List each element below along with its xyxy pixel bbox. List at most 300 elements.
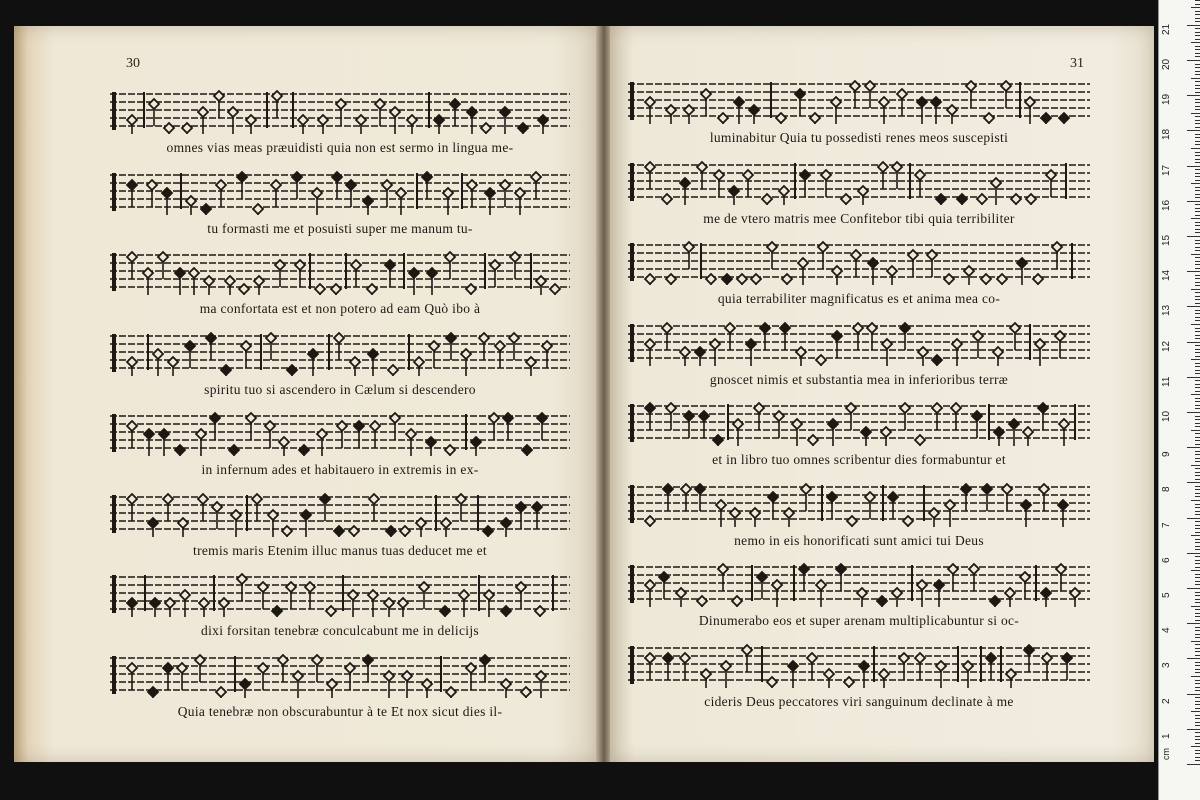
ruler-tick [1191,218,1200,219]
note [275,260,285,287]
note [180,590,190,617]
ruler-tick [1187,342,1200,343]
note [853,323,863,350]
note [127,252,137,279]
note [239,284,249,295]
ruler-tick [1195,14,1200,15]
music-system [628,642,1090,709]
music-system [110,571,570,638]
ruler-label: 5 [1161,592,1172,598]
note [278,655,288,682]
note [308,349,318,376]
ruler-tick [1195,739,1200,740]
note [782,274,792,285]
note [1059,419,1069,446]
note [963,661,973,688]
note [934,580,944,607]
note [865,492,875,519]
ruler-tick [1195,127,1200,128]
left-page [14,26,598,762]
ruler-tick [1195,701,1200,702]
lyric-line: tremis maris Etenim illuc manus tuas deducet me et [193,542,487,558]
note [697,162,707,189]
note [1006,669,1016,688]
ruler-tick [1195,345,1200,346]
note [402,671,412,698]
note [178,518,188,537]
note [162,188,172,215]
note [390,413,400,440]
note [532,502,542,529]
ruler-tick [1187,764,1200,765]
ruler-tick [1191,641,1200,642]
note [293,671,303,698]
ruler-tick [1195,144,1200,145]
ruler-tick [1195,419,1200,420]
note [254,276,264,295]
ruler-tick [1195,109,1200,110]
note [1070,588,1080,607]
ruler-tick [1191,7,1200,8]
note [272,91,282,118]
ruler-tick [1195,320,1200,321]
left-page-number: 30 [126,56,140,71]
note [445,252,455,279]
ruler-tick [1191,535,1200,536]
note [495,341,505,368]
ruler-tick [1195,56,1200,57]
ruler-tick [1195,102,1200,103]
ruler-tick [1191,78,1200,79]
note [204,276,214,295]
ruler-tick [1195,264,1200,265]
note [212,502,222,529]
note [859,661,869,688]
note [443,188,453,215]
clef-mark [112,334,116,372]
ruler-tick [1195,620,1200,621]
clef-mark [112,495,116,533]
lyric-line: Quia tenebræ non obscurabuntur à te Et nox sicut dies il- [177,703,503,719]
ruler-tick [1195,440,1200,441]
note [680,347,690,366]
note [419,582,429,609]
note [147,180,157,207]
note [346,180,356,207]
ruler-tick [1187,412,1200,413]
note [521,687,531,698]
ruler-tick [1195,542,1200,543]
note [982,484,992,511]
note [201,204,211,215]
note [550,284,560,295]
lyric-line: et in libro tuo omnes scribentur dies formabuntur et [712,452,1006,467]
ruler-tick [1187,166,1200,167]
ruler-tick [1195,423,1200,424]
note [645,274,655,285]
ruler-tick [1195,581,1200,582]
note [368,590,378,617]
note [750,508,760,527]
clef-mark [112,253,116,291]
ruler-tick [1195,243,1200,244]
note [390,107,400,134]
note [206,333,216,360]
ruler-tick [1187,694,1200,695]
ruler-tick [1195,120,1200,121]
note [258,582,268,609]
note [186,196,196,215]
clef-mark [630,163,634,201]
note [908,250,918,277]
note [127,357,137,376]
note [774,411,784,438]
ruler-tick [1195,292,1200,293]
note [754,403,764,430]
ruler-tick [1191,183,1200,184]
note [951,403,961,430]
ruler-tick [1195,416,1200,417]
note [827,492,837,519]
ruler-tick [1195,356,1200,357]
note [536,671,546,698]
ruler-tick [1195,753,1200,754]
ruler-tick [1195,651,1200,652]
clef-mark [112,656,116,694]
note [292,172,302,199]
ruler-label: 18 [1161,129,1172,141]
note [345,663,355,690]
ruler-tick [1191,430,1200,431]
note [917,97,927,124]
ruler-tick [1195,577,1200,578]
note [312,655,322,682]
note [246,115,256,134]
ruler-tick [1195,718,1200,719]
ruler-tick [1195,313,1200,314]
music-staff [628,320,1090,366]
note [334,333,344,360]
ruler-tick [1195,384,1200,385]
ruler-tick [1187,482,1200,483]
note [828,419,838,446]
note [917,580,927,607]
note [489,413,499,440]
ruler-tick [1195,665,1200,666]
note [695,484,705,511]
note [844,677,854,688]
lyric-line: dixi forsitan tenebræ conculcabunt me in delicijs [201,623,479,638]
ruler-tick [1187,25,1200,26]
note [915,435,925,446]
note [384,598,394,617]
music-staff [110,88,570,134]
ruler-tick [1195,387,1200,388]
note [348,590,358,617]
ruler-tick [1195,725,1200,726]
ruler-tick [1187,236,1200,237]
music-staff [628,481,1090,527]
note [681,484,691,511]
note [1002,484,1012,511]
note [757,572,767,599]
note [441,518,451,537]
ruler-tick [1195,46,1200,47]
ruler-tick [1195,338,1200,339]
note [252,494,262,521]
note [456,494,466,521]
note [337,421,347,448]
ruler-tick [1195,672,1200,673]
music-system [110,491,570,558]
ruler-tick [1195,187,1200,188]
note [398,598,408,617]
ruler-tick [1195,461,1200,462]
ruler-tick [1195,247,1200,248]
note [481,123,491,134]
note [422,172,432,199]
note [1055,331,1065,358]
note [305,582,315,609]
note [851,250,861,277]
note [148,518,158,537]
note [240,679,250,698]
note [697,596,707,607]
note [997,274,1007,285]
ruler-tick [1195,328,1200,329]
ruler-tick [1195,687,1200,688]
note [426,437,436,456]
ruler-label: 16 [1161,199,1172,211]
note [367,284,377,295]
note [718,113,728,124]
note [784,508,794,527]
ruler-tick [1195,366,1200,367]
ruler-tick [1195,53,1200,54]
note [663,484,673,511]
ruler-tick [1195,28,1200,29]
ruler-tick [1195,736,1200,737]
ruler-tick [1195,176,1200,177]
note [385,260,395,287]
note [164,123,174,134]
clef-mark [112,575,116,613]
note [695,347,705,366]
music-staff [628,239,1090,285]
note [127,115,137,134]
note [301,510,311,537]
ruler-tick [1195,229,1200,230]
ruler-tick [1195,454,1200,455]
note [143,268,153,295]
open-book [14,26,1154,762]
ruler-tick [1195,335,1200,336]
ruler-tick [1195,715,1200,716]
note [219,598,229,617]
note [1039,484,1049,511]
note [450,99,460,126]
ruler-tick [1195,757,1200,758]
note [282,526,292,537]
note [467,107,477,134]
ruler-tick [1195,697,1200,698]
ruler-label: 19 [1161,94,1172,106]
note [246,413,256,440]
note [127,598,137,617]
note [1058,500,1068,527]
note [127,421,137,448]
note [662,194,672,205]
ruler-label: 9 [1161,451,1172,458]
note [198,107,208,134]
ruler-tick [1195,268,1200,269]
ruler-tick [1195,514,1200,515]
ruler-tick [1195,261,1200,262]
ruler-tick [1195,496,1200,497]
ruler-label: 2 [1161,698,1172,704]
note [326,606,336,617]
ruler-label: 4 [1161,627,1172,634]
ruler-tick [1195,669,1200,670]
ruler-tick [1195,49,1200,50]
note [973,331,983,358]
note [382,180,392,207]
note [1056,564,1066,591]
ruler-tick [1195,616,1200,617]
note [1035,339,1045,366]
note [701,89,711,116]
note [788,661,798,688]
note [714,170,724,197]
note [500,107,510,134]
note [503,413,513,440]
ruler-tick [1191,324,1200,325]
ruler-tick [1195,521,1200,522]
ruler-tick [1195,683,1200,684]
note [354,421,364,448]
ruler-tick [1195,211,1200,212]
ruler-tick [1195,310,1200,311]
note [195,655,205,682]
note [936,661,946,688]
ruler-tick [1195,468,1200,469]
music-system [110,169,570,236]
note [772,580,782,607]
note [501,606,511,617]
ruler-tick [1195,458,1200,459]
note [645,516,655,527]
note [370,421,380,448]
ruler-label: 20 [1161,58,1172,70]
note [900,403,910,430]
note [526,357,536,376]
ruler-label: 10 [1161,410,1172,422]
ruler-tick [1195,169,1200,170]
ruler-tick [1195,560,1200,561]
note [957,194,967,205]
note [265,421,275,448]
ruler-tick [1195,373,1200,374]
note [676,588,686,607]
note [718,564,728,591]
note [196,429,206,456]
ruler-tick [1195,539,1200,540]
clef-mark [630,485,634,523]
clef-mark [630,404,634,442]
ruler-tick [1195,225,1200,226]
note [406,429,416,456]
note [153,349,163,376]
note [733,419,743,446]
note [716,500,726,527]
ruler-tick [1195,152,1200,153]
ruler-tick [1195,563,1200,564]
music-system [628,159,1090,226]
note [857,588,867,607]
ruler-tick [1195,123,1200,124]
note [1042,653,1052,680]
note [832,331,842,358]
ruler-tick [1187,729,1200,730]
ruler-tick [1187,447,1200,448]
ruler-tick [1195,437,1200,438]
ruler-tick [1195,4,1200,5]
ruler-tick [1195,637,1200,638]
note [877,596,887,607]
note [936,194,946,205]
note [779,186,789,205]
note [522,445,532,456]
note [258,663,268,690]
ruler-tick [1195,627,1200,628]
note [666,403,676,430]
ruler-tick [1195,232,1200,233]
ruler-tick [1195,278,1200,279]
note [831,97,841,124]
note [666,105,676,124]
ruler-tick [1195,592,1200,593]
note [680,178,690,205]
note [878,162,888,189]
ruler-tick [1191,42,1200,43]
ruler-tick [1195,92,1200,93]
ruler-tick [1195,732,1200,733]
note [966,81,976,108]
note [327,679,337,698]
note [799,564,809,591]
ruler-tick [1195,194,1200,195]
lyric-line: spiritu tuo si ascendero in Cælum si descendero [204,381,476,397]
ruler-tick [1195,296,1200,297]
note [713,435,723,446]
lyric-line: Dinumerabo eos et super arenam multiplicabuntur si oc- [698,613,1020,628]
note [515,188,525,215]
ruler-tick [1195,704,1200,705]
note [645,97,655,124]
ruler-tick [1195,35,1200,36]
note [1005,588,1015,607]
note [318,115,328,134]
note [796,347,806,366]
ruler-label: 21 [1161,23,1172,35]
note [666,274,676,285]
ruler-tick [1195,532,1200,533]
ruler-tick [1195,644,1200,645]
note [446,333,456,360]
note [1020,572,1030,599]
note [351,260,361,287]
note [821,170,831,197]
